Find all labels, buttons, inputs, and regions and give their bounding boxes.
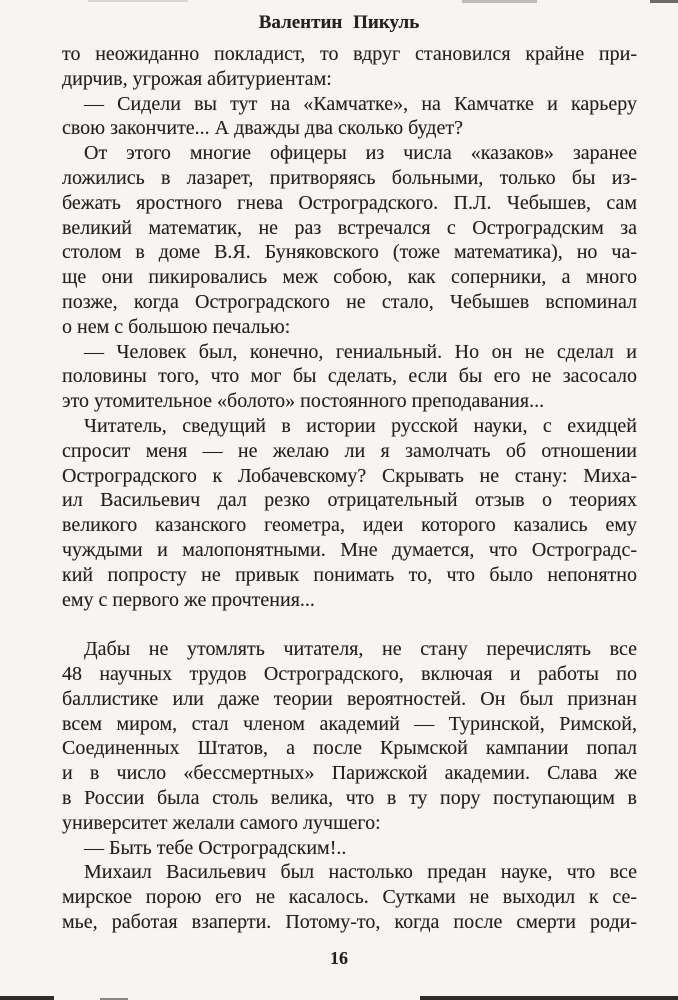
text-line: — Сидели вы тут на «Камчатке», на Камчатке и карьеру [84,92,637,115]
text-line: — Человек был, конечно, гениальный. Но он не сделал и [84,340,637,363]
body-text-block [62,42,637,935]
text-line: то неожиданно покладист, то вдруг становился крайне при- [62,43,637,65]
text-line: кий попросту не привык понимать то, что было непонятно [62,563,637,586]
text-line: Михаил Васильевич был настолько предан науке, что все [84,861,637,884]
text-line: Дабы не утомлять читателя, не стану перечислять все [84,638,637,661]
text-line: спросит меня — не желаю ли я замолчать об отношении [62,439,637,462]
text-line: ил Васильевич дал резко отрицательный отзыв о теориях [62,489,637,512]
text-line: баллистике или даже теории вероятностей. Он был признан [62,687,637,710]
text-line: великого казанского геометра, идеи которого казались ему [62,514,637,537]
text-line: ему с первого же прочтения... [62,588,315,611]
text-line: великий математик, не раз встречался с Остроградским за [62,216,637,239]
text-line: о нем с большою печалью: [62,315,291,338]
text-line: в России была столь велика, что в ту пору поступающим в [62,786,637,809]
text-line: и в число «бессмертных» Парижской академии. Слава же [62,762,637,785]
text-line: чуждыми и малопонятными. Мне думается, что Остроградс- [62,538,637,561]
text-line: мирское порою его не касалось. Сутками не выходил к се- [62,886,637,909]
text-line: — Быть тебе Остроградским!.. [84,836,347,859]
scan-artifact [462,0,537,3]
scan-artifact [88,0,188,2]
blank-line [62,612,637,637]
text-line: столом в доме В.Я. Буняковского (тоже математика), но ча- [62,241,637,264]
text-line: мье, работая взаперти. Потому-то, когда после смерти роди- [62,910,637,933]
text-line: От этого многие офицеры из числа «казаков» заранее [84,142,637,165]
text-line: позже, когда Остроградского не стало, Чебышев вспоминал [62,290,637,313]
text-line: Читатель, сведущий в истории русской науки, с ехидцей [84,414,637,437]
text-line: свою закончите... А дважды два сколько будет? [62,117,463,140]
running-header: Валентин Пикуль [258,12,420,33]
text-line: половины того, что мог бы сделать, если бы его не засосало [62,365,637,388]
text-line: это утомительное «болото» постоянного преподавания... [62,390,545,413]
text-line: университет желали самого лучшего: [62,811,381,834]
scan-artifact [650,0,678,3]
page-number: 16 [330,948,348,968]
text-line: Остроградского к Лобачевскому? Скрывать не стану: Миха- [62,464,637,487]
scan-artifact [0,996,54,1000]
text-line: всем миром, стал членом академий — Туринской, Римской, [62,712,637,735]
scan-artifact [420,996,678,1000]
text-line: бежать яростного гнева Остроградского. П.Л. Чебышев, сам [62,191,637,214]
text-line: Соединенных Штатов, а после Крымской кампании попал [62,737,637,760]
text-line: дирчив, угрожая абитуриентам: [62,67,332,90]
text-line: ще они пикировались меж собою, как соперники, а много [62,266,637,289]
text-line: 48 научных трудов Остроградского, включая и работы по [62,662,637,685]
text-line: ложились в лазарет, притворяясь больными, только бы из- [62,166,637,189]
